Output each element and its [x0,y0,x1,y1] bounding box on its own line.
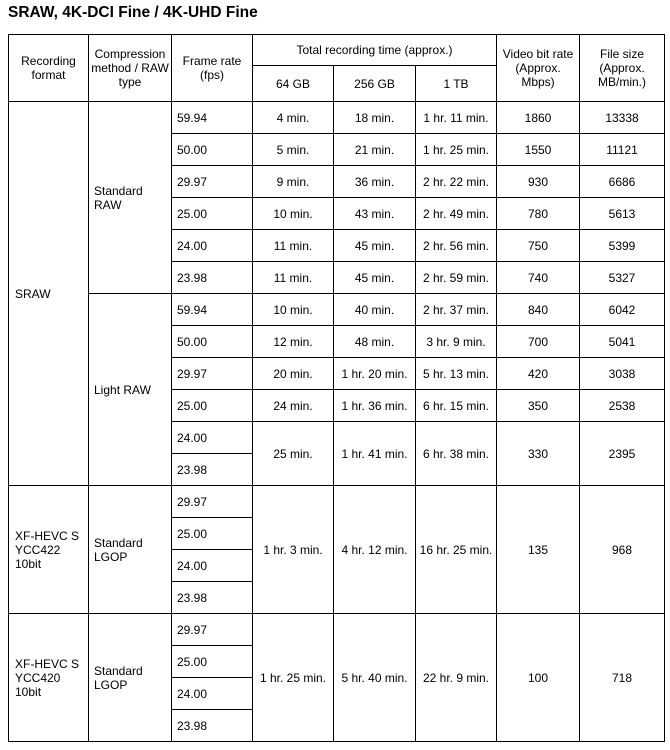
fps-cell: 29.97 [172,358,253,390]
fps-cell: 24.00 [172,230,253,262]
header-bitrate: Video bit rate (Approx. Mbps) [497,35,580,102]
time-256gb-cell: 18 min. [334,102,416,134]
time-256gb-cell: 5 hr. 40 min. [334,614,416,742]
time-256gb-cell: 1 hr. 36 min. [334,390,416,422]
time-256gb-cell: 45 min. [334,262,416,294]
time-64gb-cell: 11 min. [253,262,334,294]
bitrate-cell: 930 [497,166,580,198]
filesize-cell: 2395 [580,422,665,486]
fps-cell: 25.00 [172,198,253,230]
format-cell: XF-HEVC S YCC422 10bit [9,486,89,614]
fps-cell: 29.97 [172,486,253,518]
compression-cell: Light RAW [89,294,172,486]
time-256gb-cell: 4 hr. 12 min. [334,486,416,614]
fps-cell: 25.00 [172,390,253,422]
bitrate-cell: 780 [497,198,580,230]
time-256gb-cell: 1 hr. 41 min. [334,422,416,486]
time-1tb-cell: 6 hr. 38 min. [416,422,497,486]
filesize-cell: 11121 [580,134,665,166]
header-frame-rate: Frame rate (fps) [172,35,253,102]
bitrate-cell: 135 [497,486,580,614]
time-64gb-cell: 5 min. [253,134,334,166]
fps-cell: 24.00 [172,678,253,710]
time-64gb-cell: 11 min. [253,230,334,262]
table-row [9,102,665,134]
compression-cell: Standard RAW [89,102,172,294]
time-64gb-cell: 20 min. [253,358,334,390]
time-1tb-cell: 16 hr. 25 min. [416,486,497,614]
time-1tb-cell: 2 hr. 37 min. [416,294,497,326]
time-256gb-cell: 1 hr. 20 min. [334,358,416,390]
time-64gb-cell: 12 min. [253,326,334,358]
header-64gb: 64 GB [253,66,334,102]
time-64gb-cell: 4 min. [253,102,334,134]
filesize-cell: 13338 [580,102,665,134]
filesize-cell: 5613 [580,198,665,230]
filesize-cell: 5041 [580,326,665,358]
table-row [9,294,665,326]
time-1tb-cell: 3 hr. 9 min. [416,326,497,358]
filesize-cell: 3038 [580,358,665,390]
header-recording-format: Recording format [9,35,89,102]
fps-cell: 29.97 [172,166,253,198]
time-1tb-cell: 5 hr. 13 min. [416,358,497,390]
fps-cell: 24.00 [172,550,253,582]
fps-cell: 59.94 [172,102,253,134]
filesize-cell: 5327 [580,262,665,294]
time-64gb-cell: 9 min. [253,166,334,198]
time-1tb-cell: 2 hr. 49 min. [416,198,497,230]
time-64gb-cell: 1 hr. 25 min. [253,614,334,742]
bitrate-cell: 350 [497,390,580,422]
time-1tb-cell: 22 hr. 9 min. [416,614,497,742]
time-256gb-cell: 45 min. [334,230,416,262]
time-256gb-cell: 21 min. [334,134,416,166]
time-1tb-cell: 2 hr. 22 min. [416,166,497,198]
fps-cell: 25.00 [172,518,253,550]
fps-cell: 50.00 [172,326,253,358]
time-1tb-cell: 1 hr. 11 min. [416,102,497,134]
recording-time-table [8,34,665,742]
fps-cell: 29.97 [172,614,253,646]
time-64gb-cell: 10 min. [253,294,334,326]
bitrate-cell: 740 [497,262,580,294]
filesize-cell: 718 [580,614,665,742]
bitrate-cell: 1860 [497,102,580,134]
fps-cell: 23.98 [172,582,253,614]
time-1tb-cell: 6 hr. 15 min. [416,390,497,422]
bitrate-cell: 840 [497,294,580,326]
fps-cell: 24.00 [172,422,253,454]
filesize-cell: 5399 [580,230,665,262]
format-cell: XF-HEVC S YCC420 10bit [9,614,89,742]
header-1tb: 1 TB [416,66,497,102]
header-compression: Compression method / RAW type [89,35,172,102]
compression-cell: Standard LGOP [89,614,172,742]
page-title: SRAW, 4K-DCI Fine / 4K-UHD Fine [8,4,258,21]
bitrate-cell: 750 [497,230,580,262]
filesize-cell: 6042 [580,294,665,326]
time-1tb-cell: 1 hr. 25 min. [416,134,497,166]
table-row [9,486,665,518]
fps-cell: 23.98 [172,262,253,294]
header-total-time: Total recording time (approx.) [253,35,497,66]
time-256gb-cell: 40 min. [334,294,416,326]
time-256gb-cell: 48 min. [334,326,416,358]
time-1tb-cell: 2 hr. 56 min. [416,230,497,262]
fps-cell: 50.00 [172,134,253,166]
fps-cell: 25.00 [172,646,253,678]
time-256gb-cell: 36 min. [334,166,416,198]
filesize-cell: 968 [580,486,665,614]
time-64gb-cell: 24 min. [253,390,334,422]
filesize-cell: 6686 [580,166,665,198]
header-256gb: 256 GB [334,66,416,102]
time-256gb-cell: 43 min. [334,198,416,230]
fps-cell: 23.98 [172,710,253,742]
time-64gb-cell: 25 min. [253,422,334,486]
time-64gb-cell: 10 min. [253,198,334,230]
time-64gb-cell: 1 hr. 3 min. [253,486,334,614]
bitrate-cell: 420 [497,358,580,390]
bitrate-cell: 1550 [497,134,580,166]
table-row [9,614,665,646]
filesize-cell: 2538 [580,390,665,422]
fps-cell: 59.94 [172,294,253,326]
bitrate-cell: 100 [497,614,580,742]
bitrate-cell: 330 [497,422,580,486]
bitrate-cell: 700 [497,326,580,358]
fps-cell: 23.98 [172,454,253,486]
header-filesize: File size (Approx. MB/min.) [580,35,665,102]
compression-cell: Standard LGOP [89,486,172,614]
time-1tb-cell: 2 hr. 59 min. [416,262,497,294]
format-cell: SRAW [9,102,89,486]
